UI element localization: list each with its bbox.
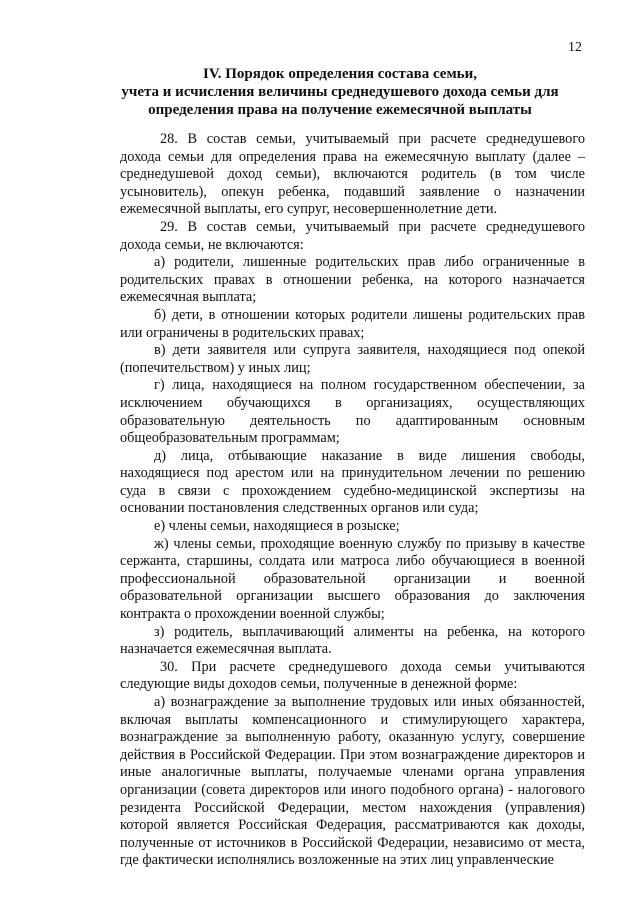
list-item-v: в) дети заявителя или супруга заявителя, находящиеся под опекой (попечительством) у иных лиц; (120, 342, 585, 376)
page-number: 12 (568, 40, 582, 55)
heading-line-2: учета и исчисления величины среднедушевого дохода семьи для (121, 84, 559, 100)
list-item-30a: а) вознаграждение за выполнение трудовых или иных обязанностей, включая выплаты компенсационного и стимулирующего характера, вознаграждение за выполненную работу, оказанную услугу, совершение действия в Российской Федерации. При этом вознаграждение директоров и иные аналогичные выплаты, получаемые членами органа управления организации (совета директоров или иного подобного органа) - налогового резидента Российской Федерации, местом нахождения (управления) которой является Российская Федерация, рассматриваются как доходы, полученные от источников в Российской Федерации, независимо от места, где фактически исполнялись возложенные на этих лиц управленческие (120, 694, 585, 869)
list-item-zh: ж) члены семьи, проходящие военную службу по призыву в качестве сержанта, старшины, солдата или матроса либо обучающиеся в военной профессиональной образовательной организации и военной образовательной организации высшего образования до заключения контракта о прохождении военной службы; (120, 535, 585, 623)
body-text (120, 131, 585, 870)
paragraph-29: 29. В состав семьи, учитываемый при расчете среднедушевого дохода семьи, не включаются: (120, 218, 585, 253)
paragraph-28: 28. В состав семьи, учитываемый при расчете среднедушевого дохода семьи для определения права на ежемесячную выплату (далее – среднедушевой доход семьи), включаются родитель (в том числе усыновитель), опекун ребенка, подавший заявление о назначении ежемесячной выплаты, его супруг, несовершеннолетние дети. (120, 131, 585, 218)
list-item-b: б) дети, в отношении которых родители лишены родительских прав или ограничены в родительских правах; (120, 306, 585, 341)
heading-line-1: IV. Порядок определения состава семьи, (202, 66, 477, 82)
list-item-z: з) родитель, выплачивающий алименты на ребенка, на которого назначается ежемесячная выплата. (120, 623, 585, 658)
list-item-g: г) лица, находящиеся на полном государственном обеспечении, за исключением обучающихся в организациях, осуществляющих образовательную деятельность по адаптированным основным общеобразовательным программам; (120, 377, 585, 447)
section-heading (100, 65, 580, 119)
list-item-a: а) родители, лишенные родительских прав либо ограниченные в родительских правах в отношении ребенка, на которого назначается ежемесячная выплата; (120, 254, 585, 306)
paragraph-30: 30. При расчете среднедушевого дохода семьи учитываются следующие виды доходов семьи, полученные в денежной форме: (120, 658, 585, 693)
list-item-d: д) лица, отбывающие наказание в виде лишения свободы, находящиеся под арестом или на принудительном лечении по решению суда в связи с прохождением судебно-медицинской экспертизы на основании постановления следственных органов или суда; (120, 447, 585, 517)
heading-line-3: определения права на получение ежемесячной выплаты (148, 102, 532, 118)
list-item-e: е) члены семьи, находящиеся в розыске; (154, 518, 400, 535)
